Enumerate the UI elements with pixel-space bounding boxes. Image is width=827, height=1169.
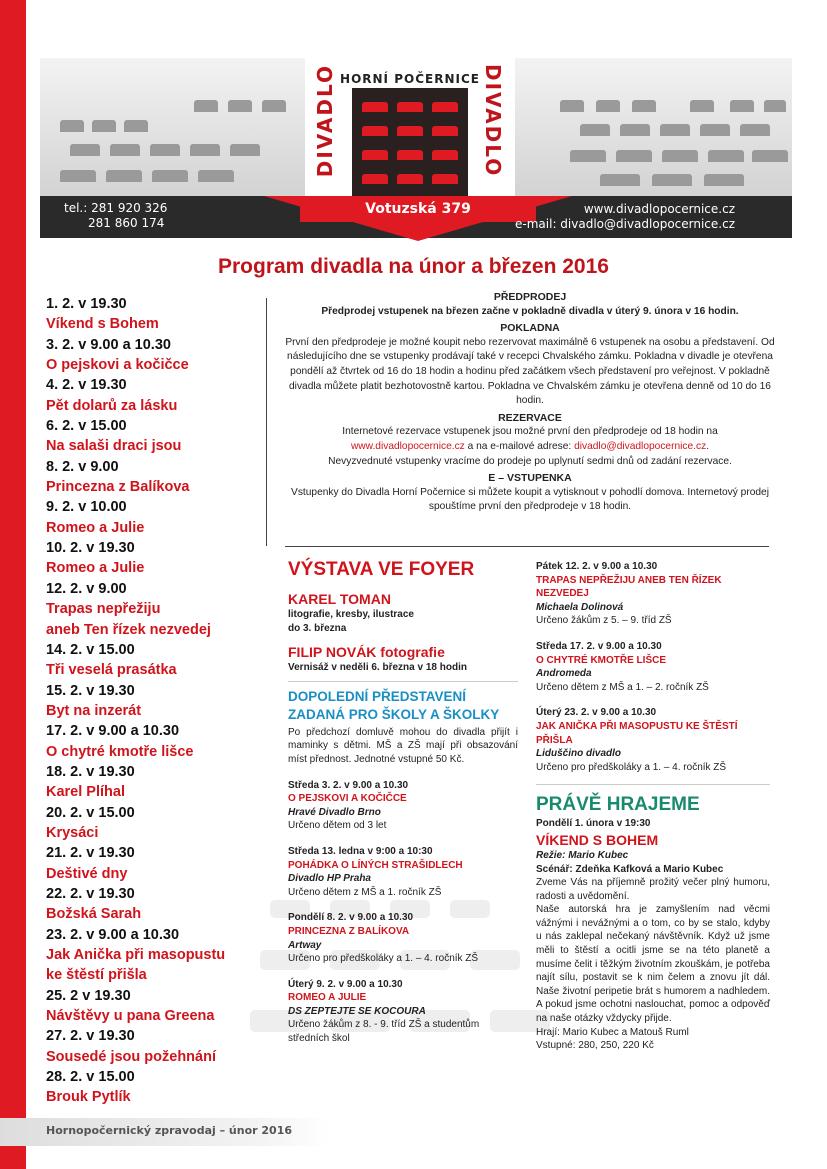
prave-rezie: Režie: Mario Kubec	[536, 849, 629, 861]
logo-divadlo-right: DIVADLO	[481, 64, 505, 178]
schedule-item	[46, 579, 266, 640]
schedule-title: Byt na inzerát	[46, 702, 142, 719]
schedule-title: Sousedé jsou požehnání	[46, 1048, 216, 1065]
schedule-title: Trapas nepřežiju	[46, 601, 161, 618]
seat-icon	[198, 170, 234, 182]
show-group: Divadlo HP Praha	[288, 873, 371, 885]
show-note: Určeno pro předškoláky a 1. – 4. ročník ZŠ	[536, 761, 727, 773]
show-date: Pondělí 8. 2. v 9.00 a 10.30	[288, 912, 414, 924]
seat-icon	[730, 100, 754, 112]
school-show	[536, 560, 770, 628]
logo-place-name: HORNÍ POČERNICE	[340, 72, 480, 86]
schedule-title-line2: ke štěstí přišla	[46, 967, 147, 984]
artist-2-desc: Vernisáž v neděli 6. března v 18 hodin	[288, 662, 467, 674]
show-date: Úterý 23. 2. v 9.00 a 10.30	[536, 707, 657, 719]
show-title: JAK ANIČKA PŘI MASOPUSTU KE ŠTĚSTÍ PŘIŠLA	[536, 720, 738, 746]
schedule-item	[46, 640, 266, 681]
show-title: PRINCEZNA Z BALÍKOVA	[288, 925, 410, 937]
show-note: Určeno žákům z 8. - 9. tříd ZŠ a studentům středních škol	[288, 1019, 480, 1045]
website-link[interactable]: www.divadlopocernice.cz	[583, 202, 735, 216]
show-title: POHÁDKA O LÍNÝCH STRAŠIDLECH	[288, 859, 463, 871]
section-divider	[285, 546, 769, 547]
show-group: Michaela Dolinová	[536, 601, 624, 613]
evstupenka-text: Vstupenky do Divadla Horní Počernice si můžete koupit a vytisknout v pohodlí domova. Internetový prodej spouštíme první den předprodeje v 18 hodin.	[291, 486, 769, 513]
schedule-item	[46, 884, 266, 925]
seat-icon	[660, 124, 690, 136]
schedule-date: 12. 2. v 9.00	[46, 580, 127, 597]
schedule-item	[46, 681, 266, 722]
show-note: Určeno žákům z 5. – 9. tříd ZŠ	[536, 615, 672, 627]
seat-icon	[397, 126, 423, 136]
middle-column	[288, 558, 518, 1046]
show-title: O PEJSKOVI A KOČIČCE	[288, 793, 407, 805]
seat-icon	[580, 124, 610, 136]
column-divider	[266, 298, 267, 546]
schedule-date: 23. 2. v 9.00 a 10.30	[46, 926, 180, 943]
seat-icon	[560, 100, 584, 112]
seat-icon	[362, 174, 388, 184]
seat-icon	[652, 174, 692, 186]
show-title: ROMEO A JULIE	[288, 992, 367, 1004]
schedule-date: 17. 2. v 9.00 a 10.30	[46, 723, 180, 740]
seat-icon	[662, 150, 698, 162]
dopoledni-heading-1: DOPOLEDNÍ PŘEDSTAVENÍ	[288, 688, 467, 704]
schedule-date: 20. 2. v 15.00	[46, 804, 135, 821]
rezervace-email-link[interactable]: divadlo@divadlopocernice.cz	[574, 440, 707, 452]
seat-icon	[432, 126, 458, 136]
schedule-title: Romeo a Julie	[46, 560, 145, 577]
seat-icon	[596, 100, 620, 112]
schedule-title: O pejskovi a kočičce	[46, 357, 189, 374]
show-group: Artway	[288, 939, 322, 951]
seat-icon	[708, 150, 744, 162]
schedule-date: 9. 2. v 10.00	[46, 499, 127, 516]
show-note: Určeno dětem od 3 let	[288, 820, 387, 832]
schedule-item	[46, 375, 266, 416]
schedule-date: 3. 2. v 9.00 a 10.30	[46, 336, 171, 353]
seat-icon	[92, 120, 116, 132]
phone-2: 281 860 174	[88, 216, 165, 230]
seat-icon	[60, 120, 84, 132]
seat-icon	[362, 126, 388, 136]
schedule-title-line2: aneb Ten řízek nezvedej	[46, 621, 211, 638]
schedule-title: O chytré kmotře lišce	[46, 743, 194, 760]
schedule-title: Karel Plíhal	[46, 784, 125, 801]
seat-icon	[194, 100, 218, 112]
prave-price: Vstupné: 280, 250, 220 Kč	[536, 1040, 654, 1052]
prave-scenar: Scénář: Zdeňka Kafková a Mario Kubec	[536, 863, 724, 875]
schedule-title: Návštěvy u pana Greena	[46, 1008, 215, 1025]
schedule-date: 18. 2. v 19.30	[46, 763, 135, 780]
schedule-item	[46, 762, 266, 803]
seat-icon	[124, 120, 148, 132]
show-date: Středa 17. 2. v 9.00 a 10.30	[536, 640, 662, 652]
seat-icon	[152, 170, 188, 182]
seat-icon	[228, 100, 252, 112]
schedule-list	[46, 294, 266, 1108]
seat-icon	[616, 150, 652, 162]
footer-text: Hornopočernický zpravodaj – únor 2016	[46, 1124, 293, 1137]
schedule-item	[46, 538, 266, 579]
schedule-item	[46, 1067, 266, 1108]
seat-icon	[110, 144, 140, 156]
rezervace-text-3: .	[706, 440, 710, 452]
show-group: DS ZEPTEJTE SE KOCOURA	[288, 1005, 426, 1017]
seat-icon	[700, 124, 730, 136]
schedule-date: 25. 2 v 19.30	[46, 987, 131, 1004]
schedule-item	[46, 416, 266, 457]
rezervace-web-link[interactable]: www.divadlopocernice.cz	[350, 440, 465, 452]
seat-icon	[432, 150, 458, 160]
vystava-heading: VÝSTAVA VE FOYER	[288, 559, 475, 580]
school-show	[288, 978, 518, 1046]
seat-icon	[432, 102, 458, 112]
schedule-date: 8. 2. v 9.00	[46, 458, 119, 475]
seat-icon	[397, 102, 423, 112]
schedule-title: Krysáci	[46, 824, 99, 841]
schedule-item	[46, 843, 266, 884]
show-title: O CHYTRÉ KMOTŘE LIŠCE	[536, 654, 667, 666]
schedule-title: Jak Anička při masopustu	[46, 947, 226, 963]
rezervace-heading: REZERVACE	[498, 411, 562, 424]
seat-icon	[632, 100, 656, 112]
seat-icon	[397, 174, 423, 184]
schedule-date: 10. 2. v 19.30	[46, 540, 135, 557]
artist-1-desc: litografie, kresby, ilustrace	[288, 609, 414, 620]
prave-paragraph-1: Zveme Vás na příjemně prožitý večer plný humoru, radosti a uvědomění.	[536, 877, 770, 902]
show-note: Určeno dětem z MŠ a 1. ročník ZŠ	[288, 886, 442, 898]
schedule-item	[46, 803, 266, 844]
show-date: Úterý 9. 2. v 9.00 a 10.30	[288, 978, 403, 990]
dopoledni-heading-2: ZADANÁ PRO ŠKOLY A ŠKOLKY	[288, 706, 500, 722]
predprodej-heading: PŘEDPRODEJ	[493, 291, 567, 303]
ticket-info	[280, 290, 780, 517]
seat-icon	[362, 150, 388, 160]
rezervace-text	[280, 425, 780, 469]
seat-icon	[740, 124, 770, 136]
logo-divadlo-left: DIVADLO	[313, 64, 337, 178]
seat-icon	[60, 170, 96, 182]
prave-paragraph-2: Naše autorská hra je zamyšlením nad věcmi vážnými i nevážnými a o tom, co by se stalo, kdyby u nás zaklepal nečekaný návštěvník. Když už jsme měli to štěstí a ocitli jsme se na této planetě a musíme čelit i těžkým životním zkouškám, je potřeba najít sílu, postavit se k nim čelem a znovu jít dál. Naše životní peripetie brát s humorem a nadhledem. A pokud jsme ochotni naslouchat, pomoc a odpověď na naše otázky vždycky přijde.	[536, 904, 770, 1025]
schedule-title: Víkend s Bohem	[46, 316, 159, 333]
school-show	[288, 911, 518, 965]
seat-icon	[752, 150, 788, 162]
schedule-item	[46, 335, 266, 376]
schedule-title: Na salaši draci jsou	[46, 438, 182, 455]
schedule-date: 15. 2. v 19.30	[46, 682, 135, 699]
rezervace-text-2: a na e-mailové adrese:	[464, 440, 575, 452]
seat-icon	[570, 150, 606, 162]
schedule-date: 27. 2. v 19.30	[46, 1028, 135, 1045]
seat-icon	[704, 174, 744, 186]
artist-2-name: FILIP NOVÁK fotografie	[288, 644, 445, 661]
school-show	[288, 845, 518, 899]
show-date: Pátek 12. 2. v 9.00 a 10.30	[536, 561, 658, 572]
schedule-item	[46, 1026, 266, 1067]
seat-icon	[432, 174, 458, 184]
schedule-title: Brouk Pytlík	[46, 1089, 131, 1106]
divider	[536, 784, 770, 785]
schedule-date: 14. 2. v 15.00	[46, 641, 135, 658]
pokladna-heading: POKLADNA	[500, 322, 560, 335]
seat-icon	[230, 144, 260, 156]
school-show	[288, 779, 518, 833]
evstupenka-heading: E – VSTUPENKA	[488, 472, 572, 485]
seat-icon	[362, 102, 388, 112]
schedule-date: 21. 2. v 19.30	[46, 845, 135, 862]
prave-cast: Hrají: Mario Kubec a Matouš Ruml	[536, 1026, 689, 1038]
email-link[interactable]: e-mail: divadlo@divadlopocernice.cz	[515, 217, 735, 231]
schedule-date: 4. 2. v 19.30	[46, 377, 127, 394]
schedule-date: 6. 2. v 15.00	[46, 418, 127, 435]
artist-1-name: KAREL TOMAN	[288, 591, 391, 607]
schedule-item	[46, 497, 266, 538]
schedule-date: 28. 2. v 15.00	[46, 1069, 135, 1086]
seat-icon	[150, 144, 180, 156]
schedule-title: Deštivé dny	[46, 865, 128, 882]
show-group: Andromeda	[536, 668, 592, 680]
pokladna-text: První den předprodeje je možné koupit nebo rezervovat maximálně 6 vstupenek na osobu a představení. Od následujícího dne se vstupenky prodávají také v recepci Chvalského zámku. Pokladna v divadle je otevřena pondělí až čtvrtek od 16 do 18 hodin a hodinu před začátkem všech představení pro veřejnost. V pokladně divadla můžete platit bezhotovostně kartou. Pokladna ve Chvalském zámku je otevřena denně od 10 do 16 hodin.	[285, 336, 775, 407]
rezervace-text-1: Internetové rezervace vstupenek jsou možné první den předprodeje od 18 hodin na	[342, 426, 718, 438]
seat-icon	[397, 150, 423, 160]
seat-icon	[70, 144, 100, 156]
seat-icon	[262, 100, 286, 112]
show-group: Hravé Divadlo Brno	[288, 806, 381, 818]
show-date: Středa 3. 2. v 9.00 a 10.30	[288, 779, 409, 791]
schedule-title: Tři veselá prasátka	[46, 662, 177, 679]
schedule-title: Pět dolarů za lásku	[46, 397, 178, 414]
schedule-item	[46, 925, 266, 986]
schedule-title: Princezna z Balíkova	[46, 479, 190, 496]
schedule-title: Božská Sarah	[46, 906, 142, 923]
logo-stage	[352, 88, 468, 198]
dopoledni-intro: Po předchozí domluvě mohou do divadla přijít i maminky s dětmi. MŠ a ZŠ mají při obsazování míst přednost. Jednotné vstupné 50 Kč.	[288, 726, 518, 765]
school-show	[536, 640, 770, 694]
prave-date: Pondělí 1. února v 19:30	[536, 818, 651, 830]
schedule-title: Romeo a Julie	[46, 519, 145, 536]
divider	[288, 681, 518, 682]
seat-icon	[600, 174, 640, 186]
show-group: Liduščino divadlo	[536, 748, 622, 760]
show-note: Určeno dětem z MŠ a 1. – 2. ročník ZŠ	[536, 681, 709, 693]
seat-icon	[690, 100, 714, 112]
artist-1-until: do 3. března	[288, 622, 347, 634]
schedule-date: 22. 2. v 19.30	[46, 885, 135, 902]
rezervace-text-4: Nevyzvednuté vstupenky vracíme do prodeje po uplynutí sedmi dnů od zadání rezervace.	[328, 455, 732, 467]
show-note: Určeno pro předškoláky a 1. – 4. ročník ZŠ	[288, 953, 479, 965]
schedule-date: 1. 2. v 19.30	[46, 296, 127, 312]
phone-1: tel.: 281 920 326	[64, 201, 168, 215]
prave-heading: PRÁVĚ HRAJEME	[536, 794, 700, 816]
theatre-logo	[305, 58, 515, 198]
school-show	[536, 706, 770, 774]
schedule-item	[46, 721, 266, 762]
seat-icon	[106, 170, 142, 182]
page-title: Program divadla na únor a březen 2016	[218, 255, 609, 278]
show-title: TRAPAS NEPŘEŽIJU ANEB TEN ŘÍZEK NEZVEDEJ	[536, 574, 722, 600]
seat-icon	[764, 100, 786, 112]
seat-icon	[620, 124, 650, 136]
left-red-strip	[0, 0, 26, 1169]
seat-icon	[190, 144, 220, 156]
schedule-item	[46, 294, 266, 335]
predprodej-text: Předprodej vstupenek na březen začne v pokladně divadla v úterý 9. února v 16 hodin.	[321, 305, 739, 317]
schedule-item	[46, 457, 266, 498]
address: Votuzská 379	[300, 196, 536, 222]
show-date: Středa 13. ledna v 9:00 a 10:30	[288, 845, 433, 857]
prave-title: VÍKEND S BOHEM	[536, 831, 659, 848]
schedule-item	[46, 986, 266, 1027]
right-column	[536, 560, 770, 1053]
